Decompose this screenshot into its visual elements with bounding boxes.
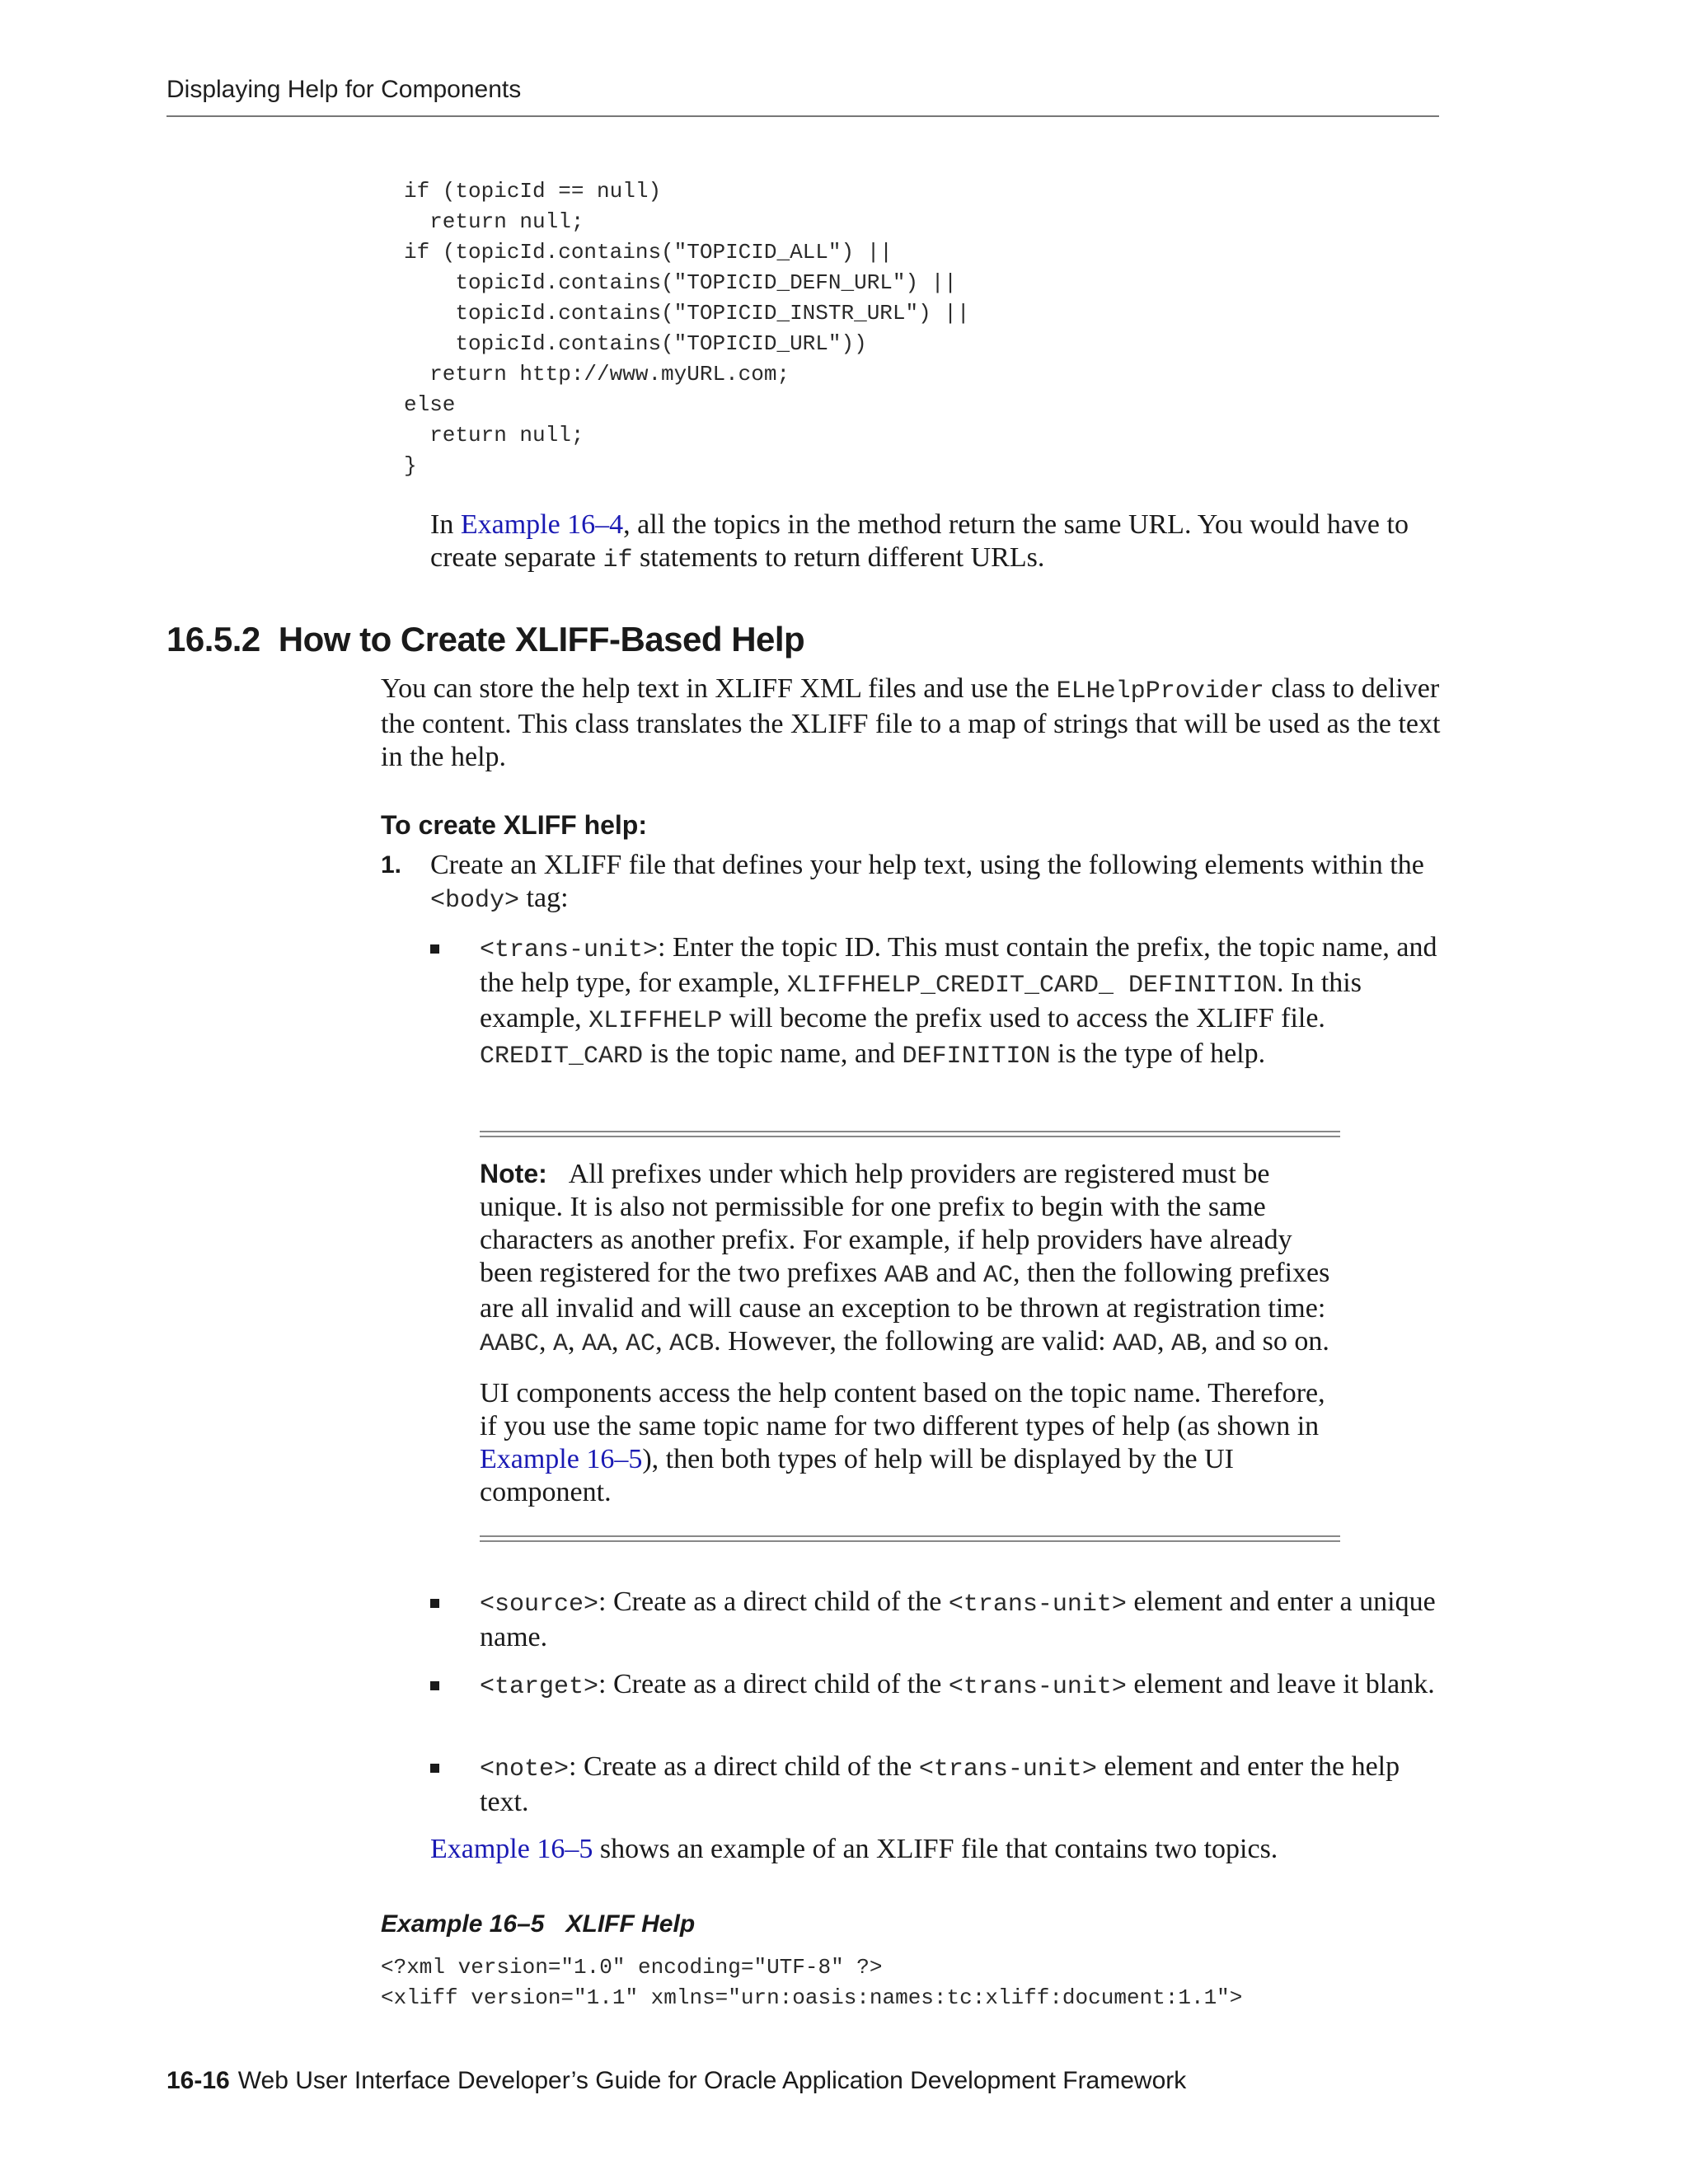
running-header: Displaying Help for Components <box>166 76 522 103</box>
paragraph-text: , and so on. <box>1201 1326 1329 1357</box>
inline-code: A <box>553 1330 569 1358</box>
paragraph-text: statements to return different URLs. <box>632 542 1045 573</box>
step-text <box>430 849 1444 917</box>
page-footer <box>166 2067 1186 2095</box>
example-name: XLIFF Help <box>565 1910 696 1938</box>
inline-code: CREDIT_CARD <box>480 1043 644 1071</box>
inline-code: <trans-unit> <box>480 936 659 964</box>
paragraph-text: , <box>568 1326 583 1357</box>
inline-code: if <box>603 546 633 574</box>
link-example-16-5[interactable]: Example 16–5 <box>430 1834 593 1864</box>
link-example-16-4[interactable]: Example 16–4 <box>460 509 624 540</box>
section-heading <box>166 620 804 659</box>
code-closing-brace: } <box>404 453 417 478</box>
paragraph-text: , <box>1157 1326 1172 1357</box>
section-number: 16.5.2 <box>166 620 260 658</box>
paragraph-text: and <box>928 1258 984 1288</box>
inline-code: <source> <box>480 1591 599 1619</box>
bullet-square-icon <box>430 1599 439 1608</box>
inline-code: <target> <box>480 1673 599 1701</box>
note-paragraph-topics <box>480 1377 1340 1509</box>
example-label: Example 16–5 <box>381 1910 545 1938</box>
page-number: 16-16 <box>166 2067 230 2094</box>
list-item-target <box>430 1668 1444 1704</box>
list-item-note <box>430 1750 1444 1819</box>
paragraph-text: In <box>430 509 461 540</box>
book-title: Web User Interface Developer’s Guide for Oracle Application Development Framework <box>237 2067 1187 2094</box>
bullet-square-icon <box>430 944 439 954</box>
note-paragraph-prefixes <box>480 1157 1340 1361</box>
paragraph-text: class to deliver the content. This class translates the XLIFF file to a map of strings that will be used as the text in the help. <box>381 673 1441 772</box>
paragraph-text: ), then both types of help will be displayed by the UI component. <box>480 1444 1234 1507</box>
list-item-text <box>480 1668 1444 1704</box>
inline-code: <note> <box>480 1755 570 1783</box>
inline-code: ELHelpProvider <box>1056 677 1264 705</box>
inline-code: AB <box>1171 1330 1202 1358</box>
list-item-text <box>480 1586 1444 1654</box>
paragraph-example-explanation <box>430 509 1444 577</box>
inline-code: <trans-unit> <box>948 1591 1127 1619</box>
paragraph-text: , all the topics in the method return the same URL. You would have to create separate <box>430 509 1409 573</box>
inline-code: XLIFFHELP_CREDIT_CARD_ DEFINITION <box>786 972 1278 1000</box>
note-label: Note: <box>480 1159 547 1188</box>
paragraph-text: element and enter the help text. <box>480 1751 1400 1817</box>
section-title: How to Create XLIFF-Based Help <box>278 620 805 658</box>
paragraph-text: shows an example of an XLIFF file that contains two topics. <box>593 1834 1278 1864</box>
paragraph-text: Create an XLIFF file that defines your help text, using the following elements within the <box>430 850 1424 880</box>
inline-code: AAD <box>1113 1330 1158 1358</box>
paragraph-text: will become the prefix used to access the XLIFF file. <box>722 1003 1325 1033</box>
inline-code: ACB <box>669 1330 715 1358</box>
paragraph-text: : Create as a direct child of the <box>569 1751 919 1782</box>
inline-code: AA <box>582 1330 612 1358</box>
procedure-step-1 <box>381 849 1444 917</box>
note-box <box>480 1131 1340 1542</box>
paragraph-text: : Create as a direct child of the <box>598 1586 949 1617</box>
inline-code: AC <box>626 1330 656 1358</box>
inline-code: AAB <box>884 1262 929 1290</box>
note-bottom-rule <box>480 1535 1340 1542</box>
paragraph-text: , then the following prefixes are all invalid and will cause an exception to be thrown at registration time: <box>480 1258 1330 1324</box>
procedure-heading: To create XLIFF help: <box>381 810 647 840</box>
note-top-rule <box>480 1131 1340 1137</box>
paragraph-text: element and leave it blank. <box>1126 1669 1435 1699</box>
paragraph-text: . In this example, <box>480 968 1362 1033</box>
paragraph-text: , <box>612 1326 626 1357</box>
paragraph-text: : Create as a direct child of the <box>598 1669 949 1699</box>
paragraph-text: All prefixes under which help providers are registered must be unique. It is also not permissible for one prefix to begin with the same characters as another prefix. For example, if help providers have already been registered for the two prefixes <box>480 1159 1292 1288</box>
paragraph-text: UI components access the help content based on the topic name. Therefore, if you use the same topic name for two different types of help (as shown in <box>480 1378 1325 1441</box>
header-divider <box>166 115 1439 117</box>
list-item-source <box>430 1586 1444 1654</box>
bullet-square-icon <box>430 1764 439 1773</box>
example-title <box>381 1910 695 1938</box>
paragraph-text: , <box>539 1326 554 1357</box>
paragraph-text: is the type of help. <box>1050 1038 1266 1069</box>
inline-code: DEFINITION <box>902 1043 1051 1071</box>
paragraph-example-reference <box>430 1833 1444 1866</box>
paragraph-text: . However, the following are valid: <box>714 1326 1114 1357</box>
section-intro-paragraph <box>381 673 1444 774</box>
bullet-square-icon <box>430 1681 439 1690</box>
inline-code: XLIFFHELP <box>588 1007 723 1035</box>
link-example-16-5[interactable]: Example 16–5 <box>480 1444 643 1474</box>
code-block-xliff: <?xml version="1.0" encoding="UTF-8" ?> <xliff version="1.1" xmlns="urn:oasis:names:tc:xliff:document:1.1"> <box>381 1955 1243 2010</box>
paragraph-text: , <box>655 1326 670 1357</box>
paragraph-text: You can store the help text in XLIFF XML files and use the <box>381 673 1057 704</box>
inline-code: AABC <box>480 1330 540 1358</box>
list-item-text <box>480 931 1444 1073</box>
step-number: 1. <box>381 851 402 879</box>
inline-code: AC <box>983 1262 1014 1290</box>
inline-code: <trans-unit> <box>918 1755 1097 1783</box>
note-body <box>480 1137 1340 1535</box>
paragraph-text: : Enter the topic ID. This must contain the prefix, the topic name, and the help type, for example, <box>480 932 1437 998</box>
paragraph-text: element and enter a unique name. <box>480 1586 1436 1652</box>
code-block-topic-check: if (topicId == null) return null; if (topicId.contains("TOPICID_ALL") || topicId.contains("TOPICID_DEFN_URL") || topicId.contains("TOPICID_INSTR_URL") || topicId.contains("TOPICID_URL")) return http://www.myURL.com; else return null; <box>404 179 970 448</box>
inline-code: <trans-unit> <box>948 1673 1127 1701</box>
paragraph-text: tag: <box>519 883 569 913</box>
list-item-trans-unit <box>430 931 1444 1073</box>
list-item-text <box>480 1750 1444 1819</box>
inline-code: <body> <box>430 887 520 915</box>
paragraph-text: is the topic name, and <box>643 1038 903 1069</box>
